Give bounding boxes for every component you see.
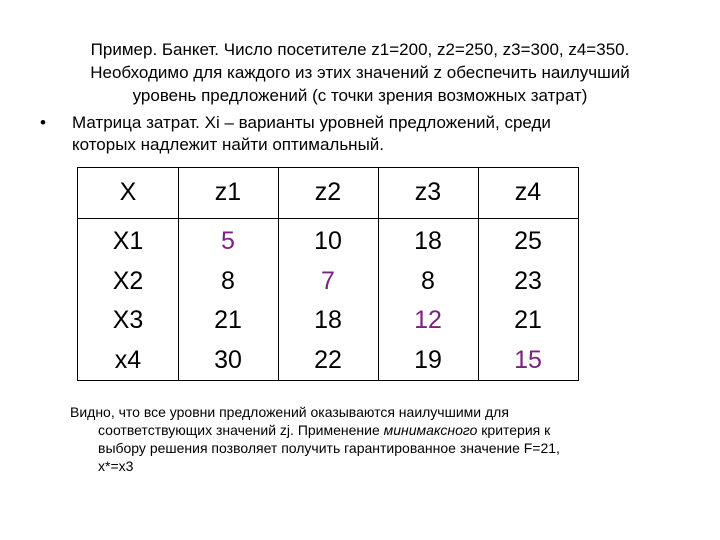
note-line-2-italic: минимаксного <box>383 422 478 438</box>
cell-x4-z3: 19 <box>414 346 442 374</box>
cell-x3-z4: 21 <box>514 306 542 334</box>
note-line-2 <box>70 421 670 439</box>
row-label-x2: X2 <box>112 267 144 295</box>
heading-line-3: уровень предложений (с точки зрения возможных затрат) <box>132 86 588 105</box>
cell-x1-z3: 18 <box>414 227 442 255</box>
cell-x2-z2: 7 <box>321 267 335 295</box>
cell-x1-z1: 5 <box>221 227 235 255</box>
bullet-marker: • <box>40 113 46 132</box>
header-z3: z3 <box>414 178 442 206</box>
note-line-2-end: критерия к <box>477 422 551 438</box>
heading-line-2: Необходимо для каждого из этих значений z обеспечить наилучший <box>90 63 630 82</box>
cost-matrix <box>77 167 579 381</box>
header-z2: z2 <box>314 178 342 206</box>
note-line-2-start: соответствующих значений zj. Применение <box>98 422 384 438</box>
cell-x2-z3: 8 <box>421 267 435 295</box>
row-label-x1: X1 <box>112 227 144 255</box>
cell-x4-z2: 22 <box>314 346 342 374</box>
note-line-4: x*=x3 <box>98 458 134 474</box>
cell-x1-z2: 10 <box>314 227 342 255</box>
header-divider <box>78 218 578 219</box>
cell-x4-z4: 15 <box>514 346 542 374</box>
conclusion-note <box>70 403 670 475</box>
row-label-x4: x4 <box>114 346 142 374</box>
note-line-1: Видно, что все уровни предложений оказываются наилучшими для <box>70 404 509 420</box>
header-x: X <box>119 178 137 206</box>
note-line-3: выбору решения позволяет получить гарантированное значение F=21, <box>98 440 560 456</box>
row-label-x3: X3 <box>112 306 144 334</box>
cell-x2-z4: 23 <box>514 267 542 295</box>
cell-x4-z1: 30 <box>214 346 242 374</box>
slide-heading <box>48 38 672 107</box>
cell-x3-z3: 12 <box>414 306 442 334</box>
bullet-line-1: Матрица затрат. Xi – варианты уровней предложений, среди <box>72 113 551 132</box>
heading-line-1: Пример. Банкет. Число посетителе z1=200, z2=250, z3=300, z4=350. <box>90 40 630 59</box>
cell-x3-z2: 18 <box>314 306 342 334</box>
cell-x3-z1: 21 <box>214 306 242 334</box>
cell-x1-z4: 25 <box>514 227 542 255</box>
header-z1: z1 <box>214 178 242 206</box>
header-z4: z4 <box>514 178 542 206</box>
bullet-text <box>72 112 672 156</box>
bullet-line-2: которых надлежит найти оптимальный. <box>72 135 385 154</box>
cell-x2-z1: 8 <box>221 267 235 295</box>
